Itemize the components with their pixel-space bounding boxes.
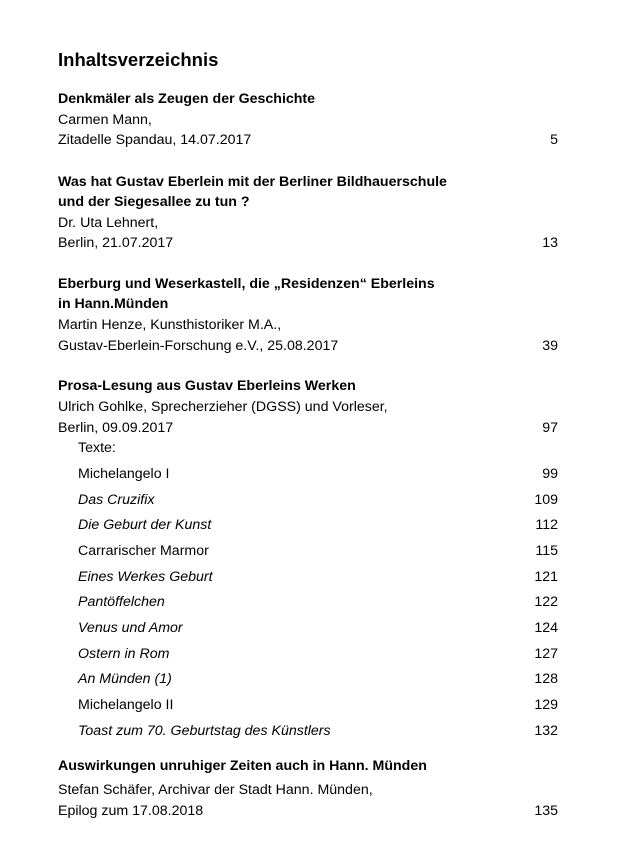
- entry-3-heading-line-2: in Hann.Münden: [58, 296, 169, 312]
- entry-3-page-number: 39: [542, 338, 558, 354]
- text-item-title: Eines Werkes Geburt: [78, 569, 213, 585]
- entry-1-author: Carmen Mann,: [58, 112, 152, 128]
- text-item-page: 127: [534, 646, 558, 662]
- text-item-title: Carrarischer Marmor: [78, 543, 209, 559]
- text-item-page: 99: [542, 466, 558, 482]
- page-title: Inhaltsverzeichnis: [58, 49, 219, 70]
- text-item-page: 109: [534, 492, 558, 508]
- text-item-page: 115: [535, 543, 558, 559]
- text-item-page: 128: [534, 671, 558, 687]
- entry-3-heading-line-1: Eberburg und Weserkastell, die „Residenzen“ Eberleins: [58, 276, 435, 292]
- entry-2-page-number: 13: [542, 235, 558, 251]
- entry-2-heading-line-1: Was hat Gustav Eberlein mit der Berliner Bildhauerschule: [58, 174, 447, 190]
- entry-1-heading: Denkmäler als Zeugen der Geschichte: [58, 91, 316, 107]
- entry-2-heading-line-2: und der Siegesallee zu tun ?: [58, 194, 250, 210]
- text-item-title: Toast zum 70. Geburtstag des Künstlers: [78, 723, 331, 739]
- entry-1-page-number: 5: [550, 132, 558, 148]
- text-item-title: Pantöffelchen: [78, 594, 165, 610]
- entry-3-date: Gustav-Eberlein-Forschung e.V., 25.08.2017: [58, 338, 339, 354]
- text-item-page: 124: [534, 620, 558, 636]
- text-item-title: An Münden (1): [78, 671, 172, 687]
- text-item-title: Das Cruzifix: [78, 492, 155, 508]
- text-item-title: Michelangelo II: [78, 697, 174, 713]
- entry-3-author: Martin Henze, Kunsthistoriker M.A.,: [58, 317, 282, 333]
- entry-2-date: Berlin, 21.07.2017: [58, 235, 174, 251]
- text-item-page: 121: [534, 569, 558, 585]
- entry-5-heading: Auswirkungen unruhiger Zeiten auch in Hann. Münden: [58, 758, 427, 774]
- entry-5-author: Stefan Schäfer, Archivar der Stadt Hann. Münden,: [58, 782, 373, 798]
- text-item-title: Michelangelo I: [78, 466, 170, 482]
- texts-label: Texte:: [78, 440, 116, 456]
- entry-4-author: Ulrich Gohlke, Sprecherzieher (DGSS) und Vorleser,: [58, 399, 388, 415]
- text-item-title: Die Geburt der Kunst: [78, 517, 212, 533]
- text-item-page: 112: [535, 517, 558, 533]
- entry-4-page-number: 97: [542, 420, 558, 436]
- text-item-title: Venus und Amor: [78, 620, 183, 636]
- text-item-page: 122: [534, 594, 558, 610]
- text-item-page: 132: [534, 723, 558, 739]
- entry-1-date: Zitadelle Spandau, 14.07.2017: [58, 132, 252, 148]
- entry-5-date: Epilog zum 17.08.2018: [58, 803, 204, 819]
- entry-4-heading: Prosa-Lesung aus Gustav Eberleins Werken: [58, 378, 356, 394]
- entry-5-page-number: 135: [534, 803, 558, 819]
- entry-4-date: Berlin, 09.09.2017: [58, 420, 174, 436]
- entry-2-author: Dr. Uta Lehnert,: [58, 215, 159, 231]
- text-item-title: Ostern in Rom: [78, 646, 170, 662]
- text-item-page: 129: [534, 697, 558, 713]
